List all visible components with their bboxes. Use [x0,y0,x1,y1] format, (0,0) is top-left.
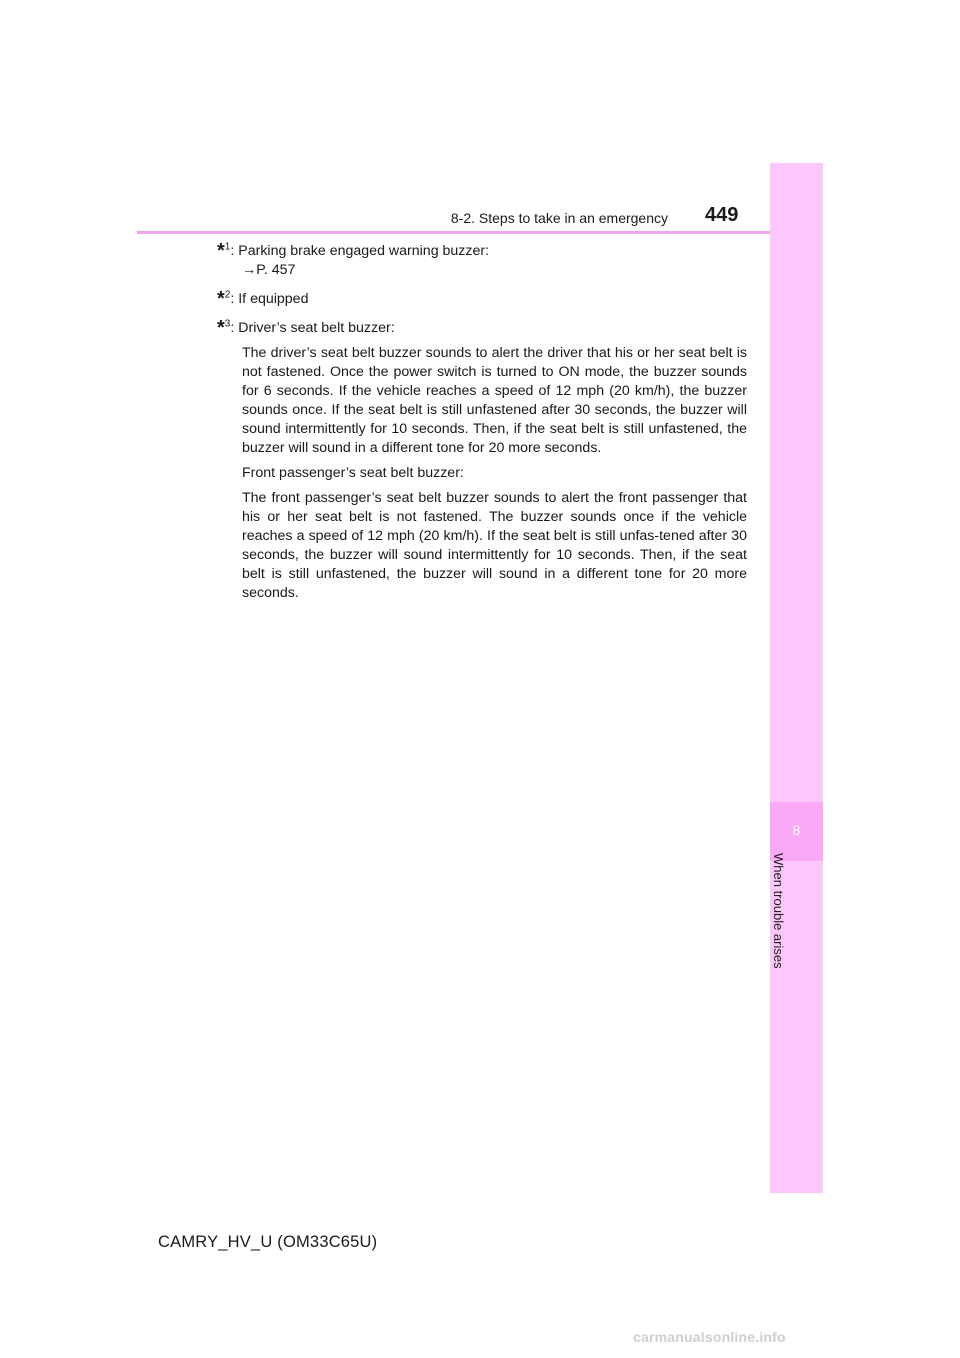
watermark: carmanualsonline.info [633,1329,786,1345]
footnote-1 [217,240,747,261]
page-number: 449 [705,204,739,226]
footnote-number: 2 [224,289,231,301]
footnote-label: : If equipped [230,291,309,307]
footnote-2 [217,288,747,309]
footnote-3 [217,317,747,338]
header-rule [137,231,823,234]
chapter-title: When trouble arises [771,853,786,969]
footnote-number: 1 [224,241,231,253]
footnote-number: 3 [224,318,231,330]
section-title: 8-2. Steps to take in an emergency [450,210,668,226]
chapter-number: 8 [792,822,801,838]
footnote-label: : Driver’s seat belt buzzer: [230,320,395,336]
footnote-label: : Parking brake engaged warning buzzer: [230,243,490,259]
footnote-marker: * [217,288,225,310]
footnotes [217,240,747,603]
footnote-marker: * [217,240,225,262]
passenger-buzzer-paragraph: The front passenger’s seat belt buzzer sounds to alert the front passenger that his or her seat belt is not fastened. The buzzer sounds once if the vehicle reaches a speed of 12 mph (20 km/h). If the seat belt is still unfas-tened after 30 seconds, the buzzer will sound intermittently for 10 seconds. Then, if the seat belt is still unfastened, the buzzer will sound in a different tone for 20 more seconds. [242,490,747,601]
footnote-marker: * [217,317,225,339]
driver-buzzer-paragraph: The driver’s seat belt buzzer sounds to alert the driver that his or her seat belt is not fastened. Once the power switch is turned to ON mode, the buzzer sounds for 6 seconds. If the vehicle reaches a speed of 12 mph (20 km/h), the buzzer sounds once. If the seat belt is still unfastened after 30 seconds, the buzzer will sound intermittently for 10 seconds. Then, if the seat belt is still unfastened, the buzzer will sound in a different tone for 20 more seconds. [242,345,747,456]
chapter-side-tab [770,163,823,1193]
document-id: CAMRY_HV_U (OM33C65U) [158,1233,378,1251]
passenger-buzzer-heading: Front passenger’s seat belt buzzer: [242,465,464,481]
page-reference: →P. 457 [242,262,296,278]
